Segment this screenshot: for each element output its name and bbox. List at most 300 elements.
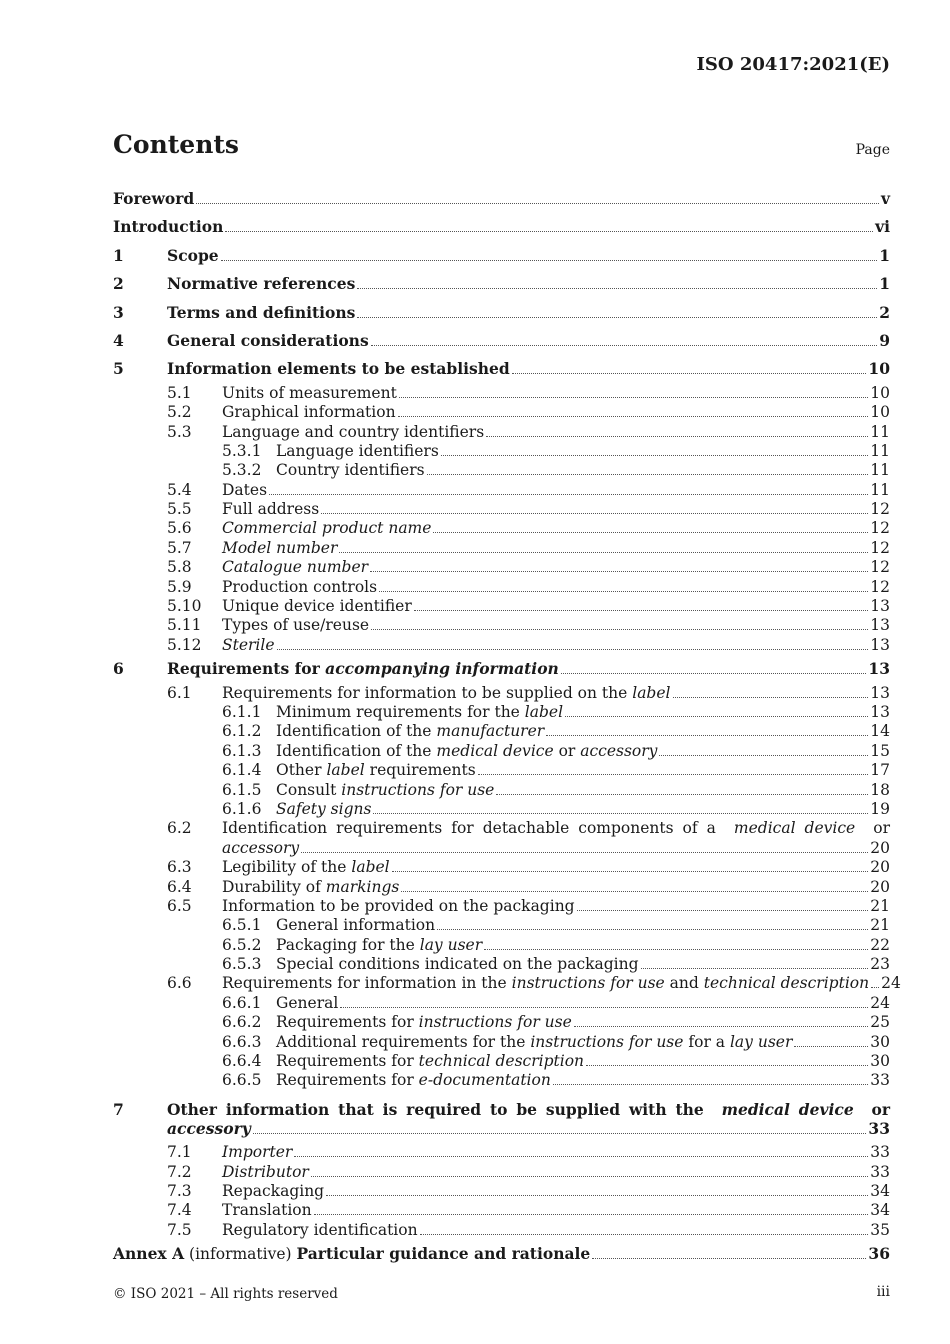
dot-leader	[561, 673, 867, 674]
toc-section-number: 6.6.3	[222, 1032, 262, 1051]
dot-leader	[269, 494, 868, 495]
toc-entry-text: Identification of the	[276, 722, 432, 741]
toc-page-number: 30	[870, 1052, 890, 1071]
toc-entry-line	[167, 1119, 890, 1143]
toc-section-number: 6.5.3	[222, 955, 262, 974]
dot-leader	[392, 871, 869, 872]
toc-page-number: 11	[870, 422, 890, 441]
toc-section-number: 6.6.2	[222, 1013, 262, 1032]
toc-entry-text: label	[632, 683, 671, 702]
dot-leader	[484, 949, 868, 950]
toc-entry-line	[276, 994, 890, 1013]
toc-entry-line	[276, 800, 890, 819]
toc-entry-text: (informative)	[184, 1245, 297, 1264]
toc-entry-text: Information elements to be established	[167, 359, 510, 379]
toc-entry-6-3[interactable]	[113, 858, 890, 877]
toc-entry-7[interactable]	[113, 1091, 890, 1143]
toc-page-number: 20	[870, 858, 890, 877]
toc-entry-foreword[interactable]	[113, 185, 890, 213]
toc-entry-6-6-1[interactable]	[113, 994, 890, 1013]
toc-entry-line	[276, 781, 890, 800]
toc-entry-line	[222, 878, 890, 897]
toc-section-number: 7	[113, 1099, 124, 1119]
document-id: ISO 20417:2021(E)	[696, 54, 890, 75]
toc-entry-text: Terms and definitions	[167, 302, 356, 322]
toc-entry-7-2[interactable]	[113, 1163, 890, 1182]
toc-section-number: 5	[113, 359, 124, 379]
toc-page-number: 13	[870, 635, 890, 654]
toc-entry-text: Language identifiers	[276, 441, 439, 460]
dot-leader	[641, 968, 869, 969]
toc-entry-6[interactable]	[113, 655, 890, 683]
toc-entry-line	[222, 597, 890, 616]
toc-page-number: vi	[875, 217, 890, 237]
toc-entry-text: Dates	[222, 480, 268, 499]
toc-entry-line	[222, 578, 890, 597]
toc-entry-line	[167, 355, 890, 383]
toc-page-number: 22	[870, 935, 890, 954]
toc-entry-line	[222, 1163, 890, 1182]
toc-entry-text: label	[326, 761, 365, 780]
toc-entry-text: Annex A	[113, 1244, 185, 1264]
toc-entry-3[interactable]	[113, 299, 890, 327]
dot-leader	[339, 552, 868, 553]
toc-page-number: 30	[870, 1032, 890, 1051]
toc-entry-text: Additional requirements for the	[276, 1032, 526, 1051]
toc-section-number: 5.10	[167, 597, 202, 616]
dot-leader	[357, 317, 877, 318]
toc-entry-7-4[interactable]	[113, 1201, 890, 1220]
toc-entry-line	[167, 327, 890, 355]
toc-section-number: 5.9	[167, 577, 192, 596]
toc-entry-line	[222, 558, 890, 577]
toc-section-number: 2	[113, 274, 124, 294]
dot-leader	[478, 774, 869, 775]
toc-entry-line	[222, 1221, 890, 1240]
toc-entry-line	[276, 955, 890, 974]
toc-entry-5-6[interactable]	[113, 519, 890, 538]
toc-page-number: 10	[870, 383, 890, 402]
toc-entry-text: General information	[276, 916, 436, 935]
toc-entry-6-5-1[interactable]	[113, 916, 890, 935]
toc-entry-5-3[interactable]	[113, 423, 890, 442]
dot-leader	[794, 1046, 868, 1047]
toc-entry-7-3[interactable]	[113, 1182, 890, 1201]
toc-entry-text: Special conditions indicated on the packaging	[276, 955, 639, 974]
toc-page-number: 33	[870, 1162, 890, 1181]
toc-entry-text: Requirements for	[276, 1071, 414, 1090]
toc-page-number: 23	[870, 955, 890, 974]
toc-section-number: 5.3.1	[222, 441, 262, 460]
toc-entry-text: or	[862, 1099, 890, 1119]
toc-page-number: 34	[870, 1201, 890, 1220]
toc-page-number: 11	[870, 441, 890, 460]
toc-entry-text: Minimum requirements for the	[276, 702, 520, 721]
toc-entry-text: Types of use/reuse	[222, 616, 370, 635]
toc-section-number: 6.5	[167, 896, 192, 915]
toc-entry-text: and	[669, 974, 699, 993]
toc-page-number: 13	[870, 702, 890, 721]
toc-entry-text: Model number	[222, 538, 338, 557]
toc-entry-text: requirements	[369, 761, 476, 780]
toc-entry-6-6-2[interactable]	[113, 1013, 890, 1032]
dot-leader	[221, 260, 878, 261]
toc-entry-text: accessory	[580, 741, 658, 760]
toc-section-number: 6.3	[167, 858, 192, 877]
toc-section-number: 5.1	[167, 383, 192, 402]
toc-section-number: 5.3.2	[222, 461, 262, 480]
toc-entry-text: accessory	[222, 838, 300, 857]
dot-leader	[398, 416, 869, 417]
toc-page-number: 12	[870, 519, 890, 538]
dot-leader	[379, 591, 868, 592]
toc-entry-5-12[interactable]	[113, 636, 890, 655]
toc-entry-line	[222, 974, 901, 993]
toc-section-number: 7.1	[167, 1143, 192, 1162]
dot-leader	[301, 852, 868, 853]
toc-page-number: 20	[870, 838, 890, 857]
toc-page-number: 15	[870, 741, 890, 760]
dot-leader	[370, 571, 868, 572]
toc-entry-6-1-5[interactable]	[113, 781, 890, 800]
toc-entry-line	[222, 839, 890, 858]
dot-leader	[314, 1214, 869, 1215]
toc-entry-text: Identification of the	[276, 741, 432, 760]
toc-entry-6-1-1[interactable]	[113, 703, 890, 722]
dot-leader	[371, 345, 878, 346]
toc-entry-5-2[interactable]	[113, 403, 890, 422]
toc-section-number: 6.4	[167, 877, 192, 896]
toc-entry-text: technical description	[418, 1052, 585, 1071]
toc-entry-5-9[interactable]	[113, 578, 890, 597]
toc-page-number: 11	[870, 461, 890, 480]
toc-entry-5-3-1[interactable]	[113, 442, 890, 461]
dot-leader	[659, 755, 868, 756]
toc-entry-text: for a	[688, 1032, 726, 1051]
dot-leader	[433, 532, 868, 533]
dot-leader	[546, 735, 868, 736]
toc-page-number: 13	[870, 597, 890, 616]
dot-leader	[253, 1133, 867, 1134]
page-title: Contents	[113, 130, 240, 159]
toc-entry-text: Legibility of the	[222, 858, 347, 877]
toc-entry-line	[222, 1182, 890, 1201]
toc-entry-text: Full address	[222, 500, 320, 519]
toc-entry-line	[276, 703, 890, 722]
toc-entry-text: Other	[276, 761, 322, 780]
toc-entry-text: instructions for use	[511, 974, 665, 993]
dot-leader	[196, 203, 879, 204]
toc-entry-text: Durability of	[222, 877, 321, 896]
toc-entry-5-8[interactable]	[113, 558, 890, 577]
toc-section-number: 5.6	[167, 519, 192, 538]
toc-entry-line	[276, 1013, 890, 1032]
toc-section-number: 6.6.5	[222, 1071, 262, 1090]
toc-entry-text: Particular guidance and rationale	[296, 1244, 591, 1264]
toc-entry-text: Requirements for	[276, 1013, 414, 1032]
dot-leader	[577, 910, 869, 911]
toc-entry-line	[113, 213, 890, 241]
toc-entry-line	[222, 684, 890, 703]
toc-entry-line	[276, 461, 890, 480]
toc-entry-text: or	[864, 819, 890, 838]
toc-section-number: 6.1.1	[222, 702, 262, 721]
toc-entry-text: Sterile	[222, 635, 275, 654]
toc-entry-line	[222, 423, 890, 442]
toc-entry-5-7[interactable]	[113, 539, 890, 558]
toc-entry-text: instructions for use	[530, 1032, 684, 1051]
toc-entry-text: Unique device identifier	[222, 597, 412, 616]
dot-leader	[340, 1007, 868, 1008]
toc-entry-text: Requirements for	[276, 1052, 414, 1071]
toc-entry-6-5-3[interactable]	[113, 955, 890, 974]
toc-entry-text: accompanying information	[325, 659, 559, 679]
toc-page-number: 34	[870, 1182, 890, 1201]
toc-entry-text: medical device	[733, 819, 856, 838]
toc-entry-text: Normative references	[167, 274, 356, 294]
toc-entry-text: medical device	[436, 741, 554, 760]
toc-entry-line	[276, 442, 890, 461]
toc-page-number: 20	[870, 877, 890, 896]
toc-entry-6-1-2[interactable]	[113, 722, 890, 741]
toc-entry-line	[276, 742, 890, 761]
dot-leader	[420, 1234, 869, 1235]
toc-entry-text: technical description	[703, 974, 870, 993]
toc-entry-text: Introduction	[113, 217, 224, 237]
dot-leader	[871, 987, 879, 988]
toc-page-number: 24	[881, 974, 901, 993]
toc-page-number: 1	[879, 274, 890, 294]
toc-entry-text: accessory	[167, 1119, 251, 1139]
dot-leader	[401, 891, 868, 892]
toc-entry-text: instructions for use	[418, 1013, 572, 1032]
toc-entry-5[interactable]	[113, 355, 890, 383]
toc-entry-text: Units of measurement	[222, 383, 397, 402]
dot-leader	[414, 610, 869, 611]
toc-entry-7-5[interactable]	[113, 1221, 890, 1240]
dot-leader	[373, 813, 868, 814]
toc-entry-text: label	[351, 858, 390, 877]
dot-leader	[294, 1156, 868, 1157]
toc-entry-introduction[interactable]	[113, 213, 890, 241]
toc-entry-text: markings	[325, 877, 400, 896]
toc-section-number: 5.2	[167, 403, 192, 422]
toc-entry-6-1-3[interactable]	[113, 742, 890, 761]
toc-entry-line	[222, 819, 890, 838]
toc-entry-text: General	[276, 993, 339, 1012]
toc-section-number: 7.2	[167, 1162, 192, 1181]
toc-entry-text: manufacturer	[436, 722, 545, 741]
toc-entry-text: Identification requirements for detachable components of a	[222, 819, 725, 838]
dot-leader	[592, 1258, 866, 1259]
toc-entry-text: Scope	[167, 245, 219, 265]
toc-entry-line	[222, 1143, 890, 1162]
toc-entry-5-11[interactable]	[113, 616, 890, 635]
toc-section-number: 6.2	[167, 819, 192, 838]
toc-section-number: 6.1.2	[222, 722, 262, 741]
toc-entry-4[interactable]	[113, 327, 890, 355]
toc-page-number: 9	[879, 330, 890, 350]
toc-entry-2[interactable]	[113, 270, 890, 298]
toc-entry-line	[167, 242, 890, 270]
toc-entry-text: Requirements for	[167, 659, 320, 679]
toc-entry-line	[276, 1071, 890, 1090]
toc-page-number: 36	[868, 1244, 890, 1264]
toc-page-number: 19	[870, 799, 890, 818]
dot-leader	[225, 231, 873, 232]
toc-entry-text: lay user	[729, 1032, 793, 1051]
toc-entry-text: Repackaging	[222, 1182, 325, 1201]
dot-leader	[371, 629, 868, 630]
toc-entry-line	[167, 1100, 890, 1119]
toc-section-number: 6.1.3	[222, 741, 262, 760]
toc-entry-line	[276, 761, 890, 780]
toc-entry-6-6-3[interactable]	[113, 1033, 890, 1052]
toc-entry-6-1[interactable]	[113, 684, 890, 703]
toc-entry-text: Consult	[276, 780, 337, 799]
toc-entry-line	[222, 384, 890, 403]
toc-entry-line	[222, 481, 890, 500]
toc-entry-6-6-5[interactable]	[113, 1071, 890, 1090]
toc-section-number: 5.7	[167, 538, 192, 557]
page-number: iii	[876, 1284, 890, 1300]
table-of-contents	[113, 185, 901, 1269]
toc-entry-6-6-4[interactable]	[113, 1052, 890, 1071]
toc-entry-line	[167, 655, 890, 683]
toc-page-number: 1	[879, 245, 890, 265]
toc-section-number: 7.3	[167, 1182, 192, 1201]
toc-section-number: 5.11	[167, 616, 202, 635]
toc-section-number: 6	[113, 659, 124, 679]
toc-entry-annex-a[interactable]	[113, 1240, 890, 1268]
dot-leader	[399, 397, 868, 398]
toc-entry-text: Language and country identifiers	[222, 422, 485, 441]
toc-entry-text: Requirements for information to be supplied on the	[222, 683, 628, 702]
toc-page-number: 12	[870, 538, 890, 557]
toc-entry-6-6[interactable]	[113, 974, 901, 993]
toc-entry-line	[222, 539, 890, 558]
toc-entry-text: e-documentation	[418, 1071, 551, 1090]
toc-page-number: 21	[870, 896, 890, 915]
toc-page-number: 12	[870, 558, 890, 577]
toc-entry-6-4[interactable]	[113, 878, 890, 897]
toc-page-number: 12	[870, 577, 890, 596]
toc-entry-text: Packaging for the	[276, 935, 415, 954]
dot-leader	[486, 436, 868, 437]
toc-entry-text: label	[524, 702, 564, 721]
dot-leader	[586, 1065, 868, 1066]
toc-entry-line	[276, 722, 890, 741]
toc-page-number: v	[880, 189, 890, 208]
toc-section-number: 6.6.1	[222, 993, 262, 1012]
toc-section-number: 7.5	[167, 1220, 192, 1239]
toc-entry-text: Translation	[222, 1201, 312, 1220]
toc-entry-5-5[interactable]	[113, 500, 890, 519]
toc-page-number: 17	[870, 761, 890, 780]
toc-entry-5-1[interactable]	[113, 384, 890, 403]
toc-section-number: 5.3	[167, 422, 192, 441]
toc-entry-text: medical device	[721, 1099, 854, 1119]
toc-section-number: 5.8	[167, 558, 192, 577]
toc-entry-text: Requirements for information in the	[222, 974, 507, 993]
toc-entry-text: Production controls	[222, 577, 378, 596]
toc-entry-text: Information to be provided on the packaging	[222, 896, 575, 915]
toc-entry-1[interactable]	[113, 242, 890, 270]
toc-entry-5-4[interactable]	[113, 481, 890, 500]
toc-section-number: 6.6	[167, 974, 192, 993]
toc-entry-6-2[interactable]	[113, 819, 890, 858]
toc-entry-6-5[interactable]	[113, 897, 890, 916]
toc-entry-line	[222, 616, 890, 635]
dot-leader	[565, 716, 868, 717]
toc-page-number: 13	[870, 683, 890, 702]
dot-leader	[673, 697, 869, 698]
toc-section-number: 6.1.4	[222, 761, 262, 780]
toc-section-number: 5.4	[167, 480, 192, 499]
toc-section-number: 4	[113, 330, 124, 350]
toc-page-number: 2	[879, 302, 890, 322]
toc-section-number: 6.1	[167, 683, 192, 702]
toc-entry-6-1-6[interactable]	[113, 800, 890, 819]
toc-page-number: 13	[870, 616, 890, 635]
toc-page-number: 21	[870, 916, 890, 935]
toc-section-number: 6.5.1	[222, 916, 262, 935]
page-column-label: Page	[855, 142, 890, 158]
toc-page-number: 10	[868, 359, 890, 379]
dot-leader	[574, 1026, 869, 1027]
toc-entry-line	[222, 1201, 890, 1220]
toc-entry-text: Distributor	[222, 1162, 309, 1181]
dot-leader	[427, 474, 869, 475]
toc-entry-text: Importer	[222, 1143, 293, 1162]
toc-page-number: 24	[870, 993, 890, 1012]
copyright-notice: © ISO 2021 – All rights reserved	[113, 1286, 338, 1302]
toc-entry-text: or	[558, 741, 576, 760]
dot-leader	[311, 1176, 868, 1177]
toc-page-number: 25	[870, 1013, 890, 1032]
dot-leader	[321, 513, 868, 514]
toc-page-number: 12	[870, 500, 890, 519]
toc-entry-line	[276, 1052, 890, 1071]
toc-entry-text: Safety signs	[276, 799, 372, 818]
dot-leader	[277, 649, 869, 650]
dot-leader	[512, 373, 867, 374]
toc-page-number: 33	[870, 1143, 890, 1162]
toc-section-number: 5.5	[167, 500, 192, 519]
toc-entry-line	[276, 1033, 890, 1052]
toc-section-number: 6.6.4	[222, 1052, 262, 1071]
toc-entry-text: Other information that is required to be supplied with the	[167, 1099, 713, 1119]
toc-entry-text: Commercial product name	[222, 519, 432, 538]
toc-entry-6-1-4[interactable]	[113, 761, 890, 780]
toc-entry-text: Country identifiers	[276, 461, 425, 480]
toc-entry-5-10[interactable]	[113, 597, 890, 616]
toc-page-number: 35	[870, 1220, 890, 1239]
toc-entry-line	[222, 519, 890, 538]
toc-entry-line	[222, 897, 890, 916]
toc-section-number: 5.12	[167, 635, 202, 654]
dot-leader	[437, 929, 868, 930]
toc-entry-text: Catalogue number	[222, 558, 369, 577]
toc-entry-text: Regulatory identification	[222, 1220, 418, 1239]
toc-entry-5-3-2[interactable]	[113, 461, 890, 480]
toc-entry-7-1[interactable]	[113, 1143, 890, 1162]
toc-entry-line	[167, 270, 890, 298]
toc-entry-text: lay user	[419, 935, 483, 954]
toc-entry-6-5-2[interactable]	[113, 936, 890, 955]
toc-entry-text: instructions for use	[341, 780, 495, 799]
toc-section-number: 6.1.6	[222, 799, 262, 818]
